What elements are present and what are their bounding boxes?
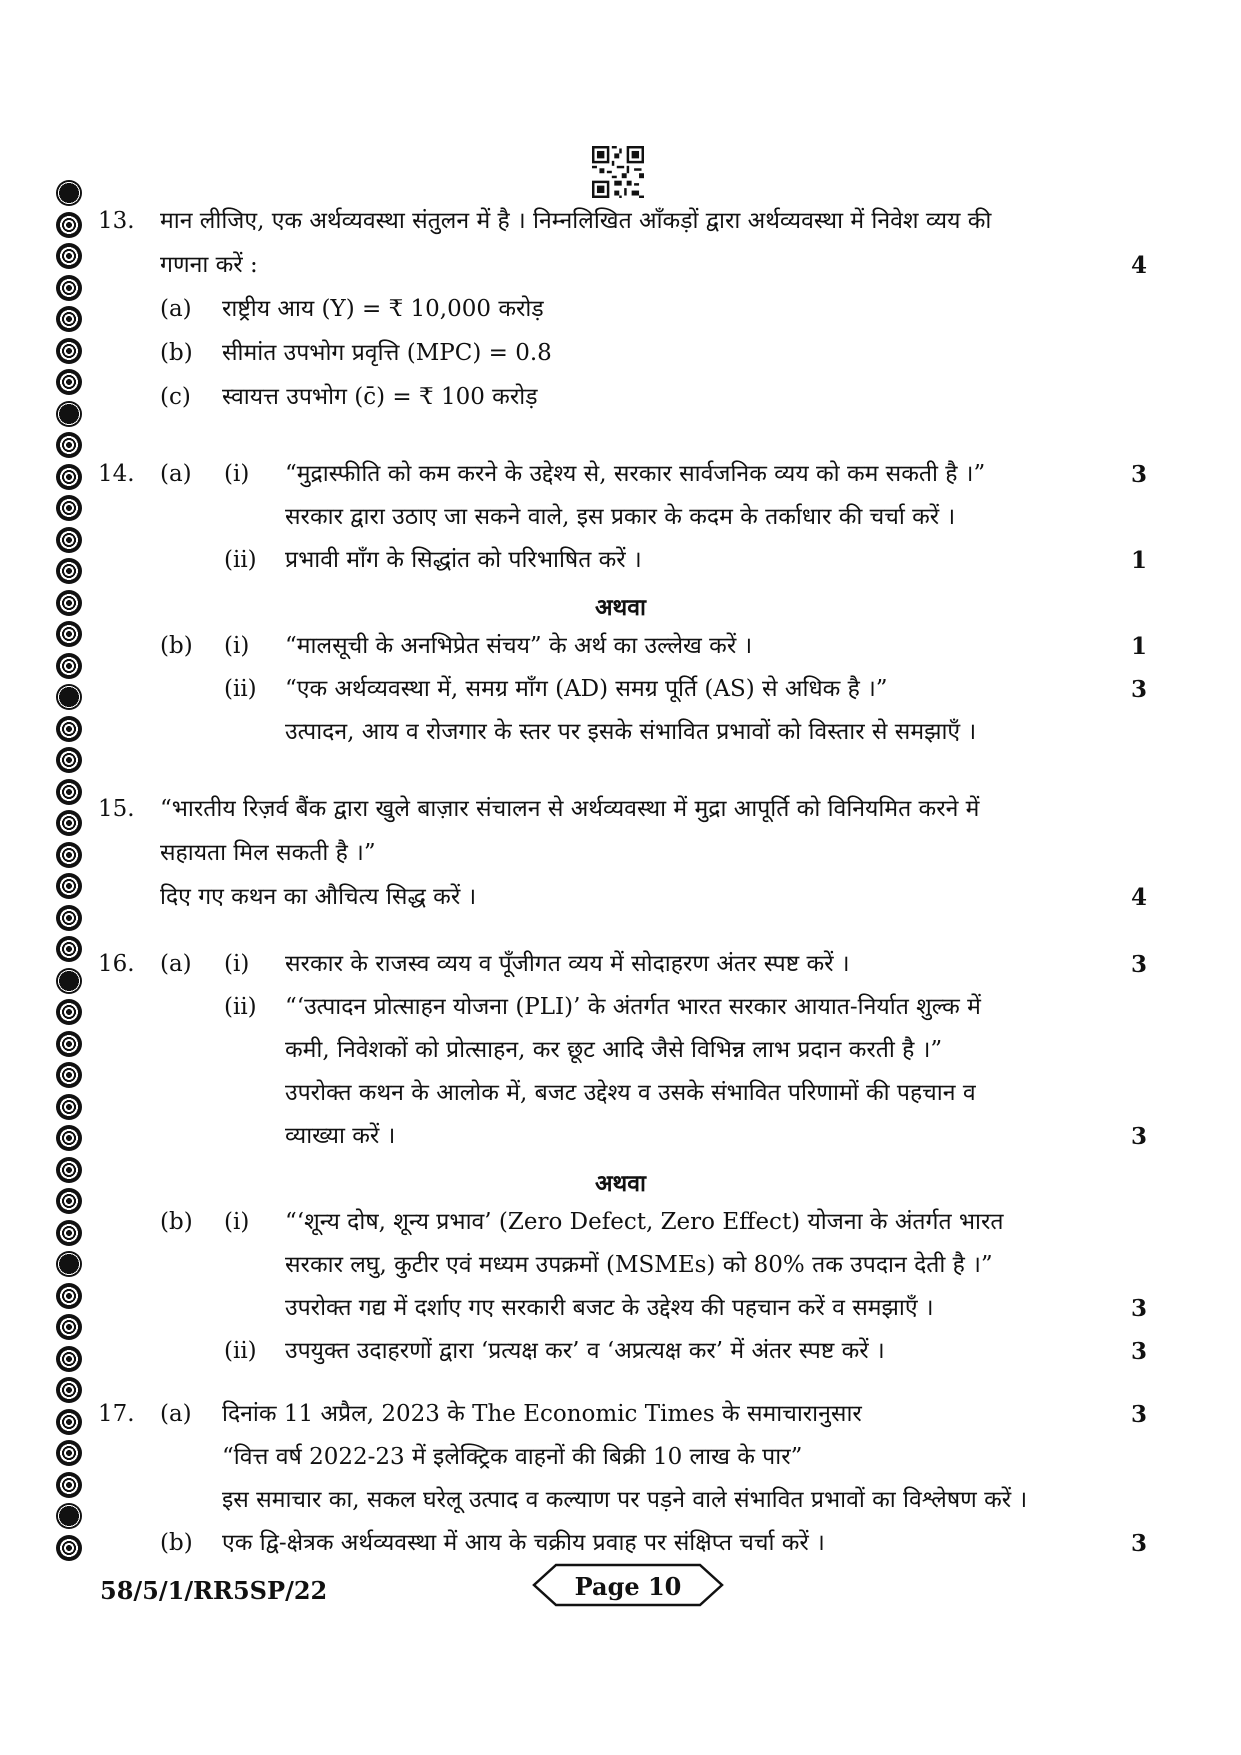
- question-17-a-line2: “वित्त वर्ष 2022-23 में इलेक्ट्रिक वाहनों की बिक्री 10 लाख के पार”: [222, 1444, 803, 1470]
- marks: 3: [1130, 1530, 1147, 1557]
- marks: 1: [1130, 547, 1147, 574]
- question-number: 14.: [98, 461, 135, 487]
- part-label: (a): [160, 1401, 192, 1427]
- question-14-a-i-line1: “मुद्रास्फीति को कम करने के उद्देश्य से, सरकार सार्वजनिक व्यय को कम सकती है ।”: [285, 461, 986, 487]
- subpart-label: (ii): [224, 1338, 257, 1364]
- question-number: 15.: [98, 796, 135, 822]
- subpart-label: (ii): [224, 547, 257, 573]
- part-label: (b): [160, 1530, 193, 1556]
- or-separator: अथवा: [594, 594, 646, 621]
- marks: 3: [1130, 1123, 1147, 1150]
- question-14-b-i: “मालसूची के अनभिप्रेत संचय” के अर्थ का उल्लेख करें ।: [285, 633, 753, 659]
- question-17-a-line1: दिनांक 11 अप्रैल, 2023 के The Economic Times के समाचारानुसार: [222, 1401, 862, 1427]
- subpart-label: (ii): [224, 994, 257, 1020]
- question-16-a-ii-line2: कमी, निवेशकों को प्रोत्साहन, कर छूट आदि जैसे विभिन्न लाभ प्रदान करती है ।”: [285, 1037, 943, 1063]
- question-15-line3: दिए गए कथन का औचित्य सिद्ध करें ।: [160, 884, 477, 910]
- marks: 3: [1130, 676, 1147, 703]
- subpart-label: (i): [224, 633, 250, 659]
- question-16-a-ii-line4: व्याख्या करें ।: [285, 1123, 396, 1149]
- question-15-line2: सहायता मिल सकती है ।”: [160, 840, 376, 866]
- option-text: राष्ट्रीय आय (Y) = ₹ 10,000 करोड़: [222, 296, 544, 322]
- question-14-a-ii: प्रभावी माँग के सिद्धांत को परिभाषित करें ।: [285, 547, 642, 573]
- question-number: 17.: [98, 1401, 135, 1427]
- part-label: (a): [160, 951, 192, 977]
- marks: 4: [1130, 252, 1147, 279]
- question-number: 16.: [98, 951, 135, 977]
- question-16-a-ii-line1: “‘उत्पादन प्रोत्साहन योजना (PLI)’ के अंतर्गत भारत सरकार आयात-निर्यात शुल्क में: [285, 994, 981, 1020]
- question-13-line2: गणना करें :: [160, 252, 258, 278]
- question-17-a-line3: इस समाचार का, सकल घरेलू उत्पाद व कल्याण पर पड़ने वाले संभावित प्रभावों का विश्लेषण करें ।: [222, 1487, 1028, 1513]
- question-number: 13.: [98, 208, 135, 234]
- question-14-b-ii-line1: “एक अर्थव्यवस्था में, समग्र माँग (AD) समग्र पूर्ति (AS) से अधिक है ।”: [285, 676, 888, 702]
- page-number-badge: [532, 1563, 724, 1607]
- paper-code: 58/5/1/RR5SP/22: [100, 1576, 328, 1605]
- subpart-label: (i): [224, 461, 250, 487]
- qr-code-icon: [592, 146, 644, 198]
- question-13-line1: मान लीजिए, एक अर्थव्यवस्था संतुलन में है । निम्नलिखित आँकड़ों द्वारा अर्थव्यवस्था में निवेश व्यय की: [160, 208, 992, 234]
- question-16-a-ii-line3: उपरोक्त कथन के आलोक में, बजट उद्देश्य व उसके संभावित परिणामों की पहचान व: [285, 1080, 976, 1106]
- marks: 3: [1130, 1338, 1147, 1365]
- subpart-label: (ii): [224, 676, 257, 702]
- question-14-a-i-line2: सरकार द्वारा उठाए जा सकने वाले, इस प्रकार के कदम के तर्काधार की चर्चा करें ।: [285, 504, 956, 530]
- or-separator: अथवा: [594, 1170, 646, 1197]
- question-16-b-ii: उपयुक्त उदाहरणों द्वारा ‘प्रत्यक्ष कर’ व ‘अप्रत्यक्ष कर’ में अंतर स्पष्ट करें ।: [285, 1338, 885, 1364]
- marks: 4: [1130, 884, 1147, 911]
- question-16-b-i-line1: “‘शून्य दोष, शून्य प्रभाव’ (Zero Defect, Zero Effect) योजना के अंतर्गत भारत: [285, 1209, 1004, 1235]
- subpart-label: (i): [224, 1209, 250, 1235]
- option-label: (b): [160, 340, 193, 366]
- part-label: (b): [160, 1209, 193, 1235]
- marks: 3: [1130, 1295, 1147, 1322]
- subpart-label: (i): [224, 951, 250, 977]
- option-text: स्वायत्त उपभोग (c̄) = ₹ 100 करोड़: [222, 384, 538, 410]
- question-17-b: एक द्वि-क्षेत्रक अर्थव्यवस्था में आय के चक्रीय प्रवाह पर संक्षिप्त चर्चा करें ।: [222, 1530, 825, 1556]
- question-15-line1: “भारतीय रिज़र्व बैंक द्वारा खुले बाज़ार संचालन से अर्थव्यवस्था में मुद्रा आपूर्ति को विनियमित करने में: [160, 796, 980, 822]
- part-label: (b): [160, 633, 193, 659]
- question-14-b-ii-line2: उत्पादन, आय व रोजगार के स्तर पर इसके संभावित प्रभावों को विस्तार से समझाएँ ।: [285, 719, 977, 745]
- marks: 3: [1130, 461, 1147, 488]
- part-label: (a): [160, 461, 192, 487]
- option-label: (a): [160, 296, 192, 322]
- option-text: सीमांत उपभोग प्रवृत्ति (MPC) = 0.8: [222, 340, 552, 366]
- page-number: Page 10: [574, 1572, 682, 1601]
- question-16-b-i-line2: सरकार लघु, कुटीर एवं मध्यम उपक्रमों (MSMEs) को 80% तक उपदान देती है ।”: [285, 1252, 993, 1278]
- marks: 3: [1130, 1401, 1147, 1428]
- question-16-a-i: सरकार के राजस्व व्यय व पूँजीगत व्यय में सोदाहरण अंतर स्पष्ट करें ।: [285, 951, 850, 977]
- margin-ring-strip: [54, 180, 88, 1620]
- marks: 3: [1130, 951, 1147, 978]
- option-label: (c): [160, 384, 191, 410]
- question-16-b-i-line3: उपरोक्त गद्य में दर्शाए गए सरकारी बजट के उद्देश्य की पहचान करें व समझाएँ ।: [285, 1295, 934, 1321]
- marks: 1: [1130, 633, 1147, 660]
